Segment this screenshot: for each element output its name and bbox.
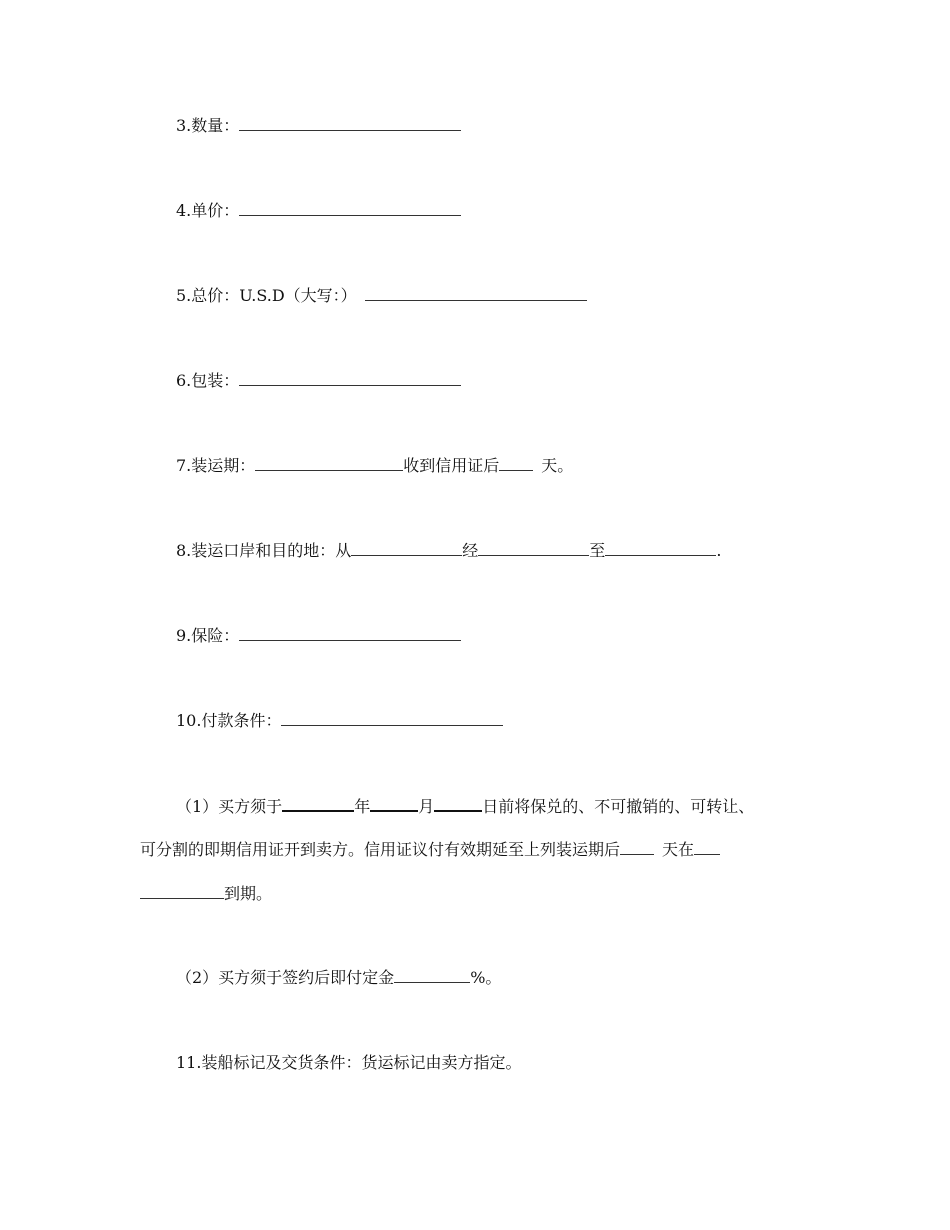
clause1-place-blank[interactable] (694, 838, 720, 855)
quantity-row (176, 114, 461, 136)
clause1-day-blank[interactable] (434, 794, 482, 812)
clause1-month-text: 月 (418, 797, 435, 816)
clause1-expire-text: 到期。 (224, 884, 273, 903)
clause1-line2-text: 可分割的即期信用证开到卖方。信用证议付有效期延至上列装运期后 (140, 840, 621, 859)
total-price-label: 5.总价：U.S.D（大写：） (176, 286, 357, 305)
marks-text: 11.装船标记及交货条件：货运标记由卖方指定。 (176, 1053, 522, 1072)
clause2-deposit-blank[interactable] (394, 966, 470, 983)
port-row (176, 539, 721, 561)
clause1-year-text: 年 (354, 797, 371, 816)
payment-terms-label: 10.付款条件： (176, 711, 282, 730)
clause1-day-text: 日前将保兑的、不可撤销的、可转让、 (482, 797, 755, 816)
clause1-prefix: （1）买方须于 (176, 797, 283, 816)
unit-price-row (176, 199, 461, 221)
port-to-text: 至 (589, 541, 606, 560)
port-via-text: 经 (462, 541, 479, 560)
packing-row (176, 369, 461, 391)
total-price-row (176, 284, 587, 306)
clause1-place-blank-cont[interactable] (140, 882, 224, 899)
shipment-period-row (176, 454, 573, 476)
insurance-label: 9.保险： (176, 626, 240, 645)
clause2-prefix: （2）买方须于签约后即付定金 (176, 968, 395, 987)
clause2-line (176, 966, 501, 988)
insurance-row (176, 624, 461, 646)
payment-terms-row (176, 709, 503, 731)
quantity-label: 3.数量： (176, 116, 240, 135)
clause1-month-blank[interactable] (370, 794, 418, 812)
shipment-after-lc-text: 收到信用证后 (403, 456, 500, 475)
shipment-period-blank[interactable] (255, 454, 403, 471)
unit-price-blank[interactable] (239, 199, 461, 216)
marks-row (176, 1052, 521, 1074)
packing-blank[interactable] (239, 369, 461, 386)
clause1-line3 (140, 882, 272, 904)
port-label: 8.装运口岸和目的地：从 (176, 541, 352, 560)
insurance-blank[interactable] (239, 624, 461, 641)
clause1-line2 (140, 838, 720, 860)
days-suffix-text: 天。 (541, 456, 574, 475)
shipment-period-label: 7.装运期： (176, 456, 256, 475)
packing-label: 6.包装： (176, 371, 240, 390)
clause1-days-blank[interactable] (620, 838, 654, 855)
port-end-text: . (716, 541, 722, 560)
unit-price-label: 4.单价： (176, 201, 240, 220)
shipment-days-blank[interactable] (499, 454, 533, 471)
clause2-suffix: %。 (470, 968, 502, 987)
clause1-year-blank[interactable] (282, 794, 354, 812)
payment-terms-blank[interactable] (281, 709, 503, 726)
quantity-blank[interactable] (239, 114, 461, 131)
port-from-blank[interactable] (351, 539, 462, 556)
clause1-line1 (176, 794, 754, 816)
total-price-blank[interactable] (365, 284, 587, 301)
port-to-blank[interactable] (605, 539, 716, 556)
port-via-blank[interactable] (478, 539, 589, 556)
clause1-days-at-text: 天在 (662, 840, 695, 859)
